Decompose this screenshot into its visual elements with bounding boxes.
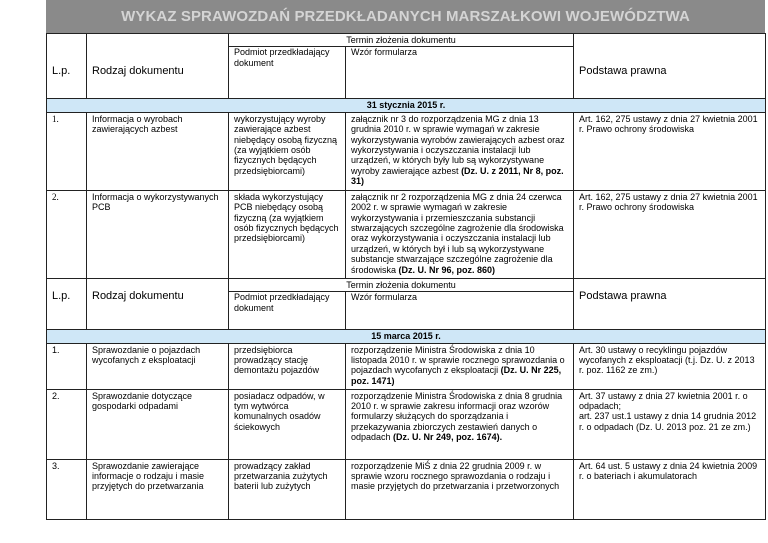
row-wzor-ref: (Dz. U. z 2011, Nr 8, poz. 31) <box>351 165 564 187</box>
row-lp: 3. <box>47 459 87 519</box>
row-podstawa: Art. 162, 275 ustawy z dnia 27 kwietnia 2001 r. Prawo ochrony środowiska <box>574 190 766 278</box>
row-podmiot: prowadzący zakład przetwarzania zużytych baterii lub zużytych <box>229 459 346 519</box>
header-term-row <box>47 278 766 291</box>
row-wzor <box>346 112 574 190</box>
title-bar <box>46 0 765 33</box>
document-title: WYKAZ SPRAWOZDAŃ PRZEDKŁADANYCH MARSZAŁKOWI WOJEWÓDZTWA <box>121 8 690 25</box>
header-rodzaj: Rodzaj dokumentu <box>87 34 229 99</box>
reports-table <box>46 33 766 520</box>
section-date-row <box>47 99 766 112</box>
row-wzor <box>346 190 574 278</box>
header-term-row <box>47 34 766 47</box>
header-lp: L.p. <box>47 34 87 99</box>
section-date-row <box>47 330 766 343</box>
row-wzor-text: rozporządzenie MiŚ z dnia 22 grudnia 2009 r. w sprawie wzoru rocznego sprawozdania o rodzaju i masie przyjętych do przetwarzania i przetworzonych <box>351 460 560 492</box>
row-wzor-text: załącznik nr 2 rozporządzenia MG z dnia 24 czerwca 2002 r. w sprawie wymagań w zakresie wykorzystywania i przemieszczania substancji stwarzających szczególne zagrożenie dla środowiska oraz wykorzystywania i oczyszczania instalacji lub urządzeń, w których był i lub są wykorzystywane substancje stwarzające szczególne zagrożenie dla środowiska <box>351 191 564 275</box>
row-wzor-text: załącznik nr 3 do rozporządzenia MG z dnia 13 grudnia 2010 r. w sprawie wymagań w zakresie wykorzystywania wyrobów zawierających azbest oraz wykorzystywania i oczyszczania instalacji lub urządzeń, w których były lub są wykorzystywane wyroby zawierające azbest <box>351 113 565 176</box>
header-podmiot: Podmiot przedkładający dokument <box>229 292 346 330</box>
table-row <box>47 343 766 389</box>
section-date: 15 marca 2015 r. <box>47 330 766 343</box>
table-row <box>47 112 766 190</box>
header-termin: Termin złożenia dokumentu <box>229 278 574 291</box>
table-row <box>47 459 766 519</box>
row-podmiot: składa wykorzystujący PCB niebędący osobą fizyczną (za wyjątkiem osób fizycznych będących przedsiębiorcami) <box>229 190 346 278</box>
row-podstawa: Art. 64 ust. 5 ustawy z dnia 24 kwietnia 2009 r. o bateriach i akumulatorach <box>574 459 766 519</box>
table-row <box>47 190 766 278</box>
row-lp: 1. <box>47 343 87 389</box>
row-lp: 2. <box>47 389 87 459</box>
header-podmiot: Podmiot przedkładający dokument <box>229 47 346 99</box>
row-podmiot: posiadacz odpadów, w tym wytwórca komunalnych osadów ściekowych <box>229 389 346 459</box>
header-lp: L.p. <box>47 278 87 329</box>
row-rodzaj: Informacja o wyrobach zawierających azbest <box>87 112 229 190</box>
row-podmiot: wykorzystujący wyroby zawierające azbest niebędący osobą fizyczną (za wyjątkiem osób fizycznych będących przedsiębiorcami) <box>229 112 346 190</box>
section-date: 31 stycznia 2015 r. <box>47 99 766 112</box>
row-rodzaj: Sprawozdanie zawierające informacje o rodzaju i masie przyjętych do przetwarzania <box>87 459 229 519</box>
row-podstawa: Art. 162, 275 ustawy z dnia 27 kwietnia 2001 r. Prawo ochrony środowiska <box>574 112 766 190</box>
header-wzor: Wzór formularza <box>346 47 574 99</box>
row-podmiot: przedsiębiorca prowadzący stację demontażu pojazdów <box>229 343 346 389</box>
row-wzor-ref: (Dz. U. Nr 96, poz. 860) <box>398 264 496 275</box>
row-wzor <box>346 389 574 459</box>
header-podstawa: Podstawa prawna <box>574 278 766 329</box>
row-rodzaj: Sprawozdanie o pojazdach wycofanych z eksploatacji <box>87 343 229 389</box>
row-wzor-ref: (Dz. U. Nr 249, poz. 1674). <box>393 432 503 443</box>
row-podstawa: Art. 37 ustawy z dnia 27 kwietnia 2001 r. o odpadach; art. 237 ust.1 ustawy z dnia 14 grudnia 2012 r. o odpadach (Dz. U. 2013 poz. 21 ze zm.) <box>574 389 766 459</box>
row-wzor <box>346 459 574 519</box>
row-wzor-text: rozporządzenie Ministra Środowiska z dnia 8 grudnia 2010 r. w sprawie zakresu informacji oraz wzorów formularzy służących do sporządzania i przekazywania zbiorczych zestawień danych o odpadach <box>351 390 563 443</box>
row-rodzaj: Sprawozdanie dotyczące gospodarki odpadami <box>87 389 229 459</box>
row-wzor-text: rozporządzenie Ministra Środowiska z dnia 10 listopada 2010 r. w sprawie rocznego sprawozdania o pojazdach wycofanych z eksploatacji <box>351 344 565 376</box>
row-rodzaj: Informacja o wykorzystywanych PCB <box>87 190 229 278</box>
header-rodzaj: Rodzaj dokumentu <box>87 278 229 329</box>
header-wzor: Wzór formularza <box>346 292 574 330</box>
row-wzor <box>346 343 574 389</box>
row-podstawa: Art. 30 ustawy o recyklingu pojazdów wycofanych z eksploatacji (t.j. Dz. U. z 2013 r. poz. 1162 ze zm.) <box>574 343 766 389</box>
header-termin: Termin złożenia dokumentu <box>229 34 574 47</box>
row-wzor-ref: (Dz. U. Nr 225, poz. 1471) <box>351 365 562 386</box>
header-podstawa: Podstawa prawna <box>574 34 766 99</box>
table-row <box>47 389 766 459</box>
row-lp: 2. <box>47 190 87 278</box>
row-lp: 1. <box>47 112 87 190</box>
